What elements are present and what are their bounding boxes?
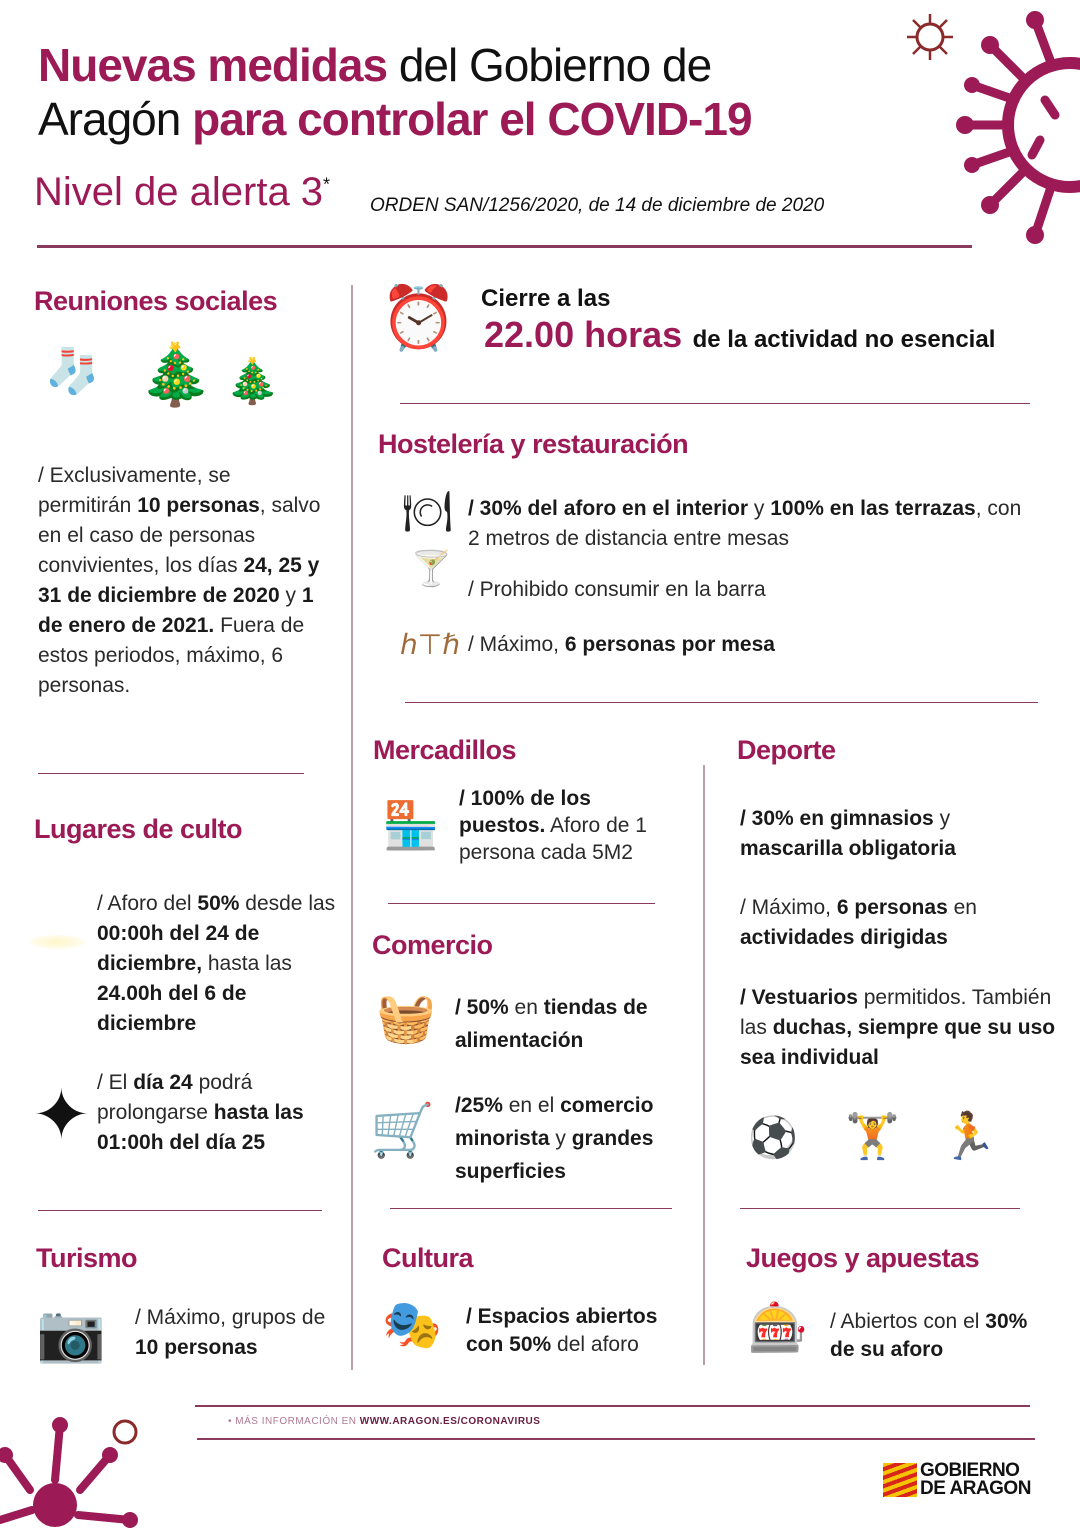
text-segment: 1 de enero de 2021.: [38, 584, 314, 637]
more-info-prefix: MÁS INFORMACIÓN EN: [235, 1416, 357, 1427]
text-segment: Aforo de 1 persona cada 5M2: [459, 814, 647, 864]
text-segment: 30% de su aforo: [830, 1310, 1028, 1361]
comercio-item-2: [455, 1089, 695, 1188]
text-segment: desde las: [239, 892, 336, 915]
alert-level: [34, 170, 330, 215]
closing-suffix: de la actividad no esencial: [692, 326, 996, 353]
title-line-2: [38, 92, 752, 146]
text-segment: y: [933, 807, 951, 830]
text-segment: / Máximo,: [468, 633, 565, 656]
text-segment: Aragón: [38, 93, 193, 145]
juegos-text: [830, 1308, 1030, 1364]
comercio-item-1: [455, 991, 695, 1057]
culto-item-1: [97, 889, 347, 1039]
text-segment: hasta las: [202, 952, 292, 975]
gobierno-aragon-logo: [883, 1462, 1040, 1498]
divider: [740, 1208, 1020, 1209]
text-segment: en el: [502, 1094, 561, 1117]
soccer-ball-icon: ⚽: [748, 1116, 798, 1160]
text-segment: / 50%: [455, 996, 509, 1019]
text-segment: /25%: [455, 1094, 503, 1117]
serving-cloche-icon: 🍽: [402, 490, 453, 534]
table-chairs-icon: ℎ⊤ℏ: [400, 628, 460, 661]
shopping-cart-icon: 🛒: [370, 1102, 435, 1160]
hosteleria-title: Hostelería y restauración: [378, 429, 689, 459]
christmas-tree-icon: 🎄: [138, 341, 213, 408]
text-segment: día 24: [133, 1071, 193, 1094]
text-segment: / 100% de los puestos.: [459, 787, 591, 837]
poker-chips-icon: 🎰: [748, 1302, 808, 1355]
column-divider: [703, 765, 705, 1365]
cocktail-glass-icon: 🍸: [410, 550, 453, 588]
text-segment: en: [947, 896, 977, 919]
footer-divider-top: [195, 1405, 1030, 1407]
text-segment: comercio minorista: [455, 1094, 654, 1150]
closing-prefix: Cierre a las: [481, 285, 611, 312]
turismo-text: [135, 1303, 335, 1363]
weightlifter-icon: 🏋: [845, 1112, 900, 1161]
divider: [38, 1210, 322, 1211]
christmas-ornaments-icon: 🎄: [225, 357, 280, 406]
text-segment: , salvo en el caso de personas convivientes, los días: [38, 494, 321, 577]
text-segment: permitidos. También las: [740, 986, 1052, 1039]
cultura-title: Cultura: [382, 1243, 473, 1273]
text-segment: 24.00h del 6 de diciembre: [97, 982, 247, 1035]
text-segment: del aforo: [551, 1333, 639, 1356]
text-segment: / Máximo,: [740, 896, 837, 919]
text-segment: y: [748, 497, 771, 520]
text-segment: / Aforo del: [97, 892, 198, 915]
divider: [390, 1208, 672, 1209]
text-segment: / 30% en gimnasios: [740, 807, 934, 830]
text-segment: 10 personas: [135, 1336, 258, 1359]
virus-icon-large: [950, 0, 1080, 260]
column-divider: [351, 285, 353, 1370]
sparkle-icon: ✦: [32, 1076, 91, 1154]
divider: [405, 702, 1038, 703]
footer-divider-bottom: [197, 1438, 1035, 1440]
alert-asterisk: *: [323, 174, 331, 195]
deporte-item-3: [740, 983, 1060, 1073]
text-segment: Nuevas medidas: [38, 39, 388, 91]
text-segment: actividades dirigidas: [740, 926, 948, 949]
text-segment: / Vestuarios: [740, 986, 858, 1009]
runner-icon: 🏃: [940, 1110, 998, 1162]
christmas-stocking-icon: 🧦: [45, 347, 100, 396]
camera-icon: 📷: [36, 1301, 106, 1364]
text-segment: 50%: [197, 892, 240, 915]
closing-line: [484, 314, 995, 356]
text-segment: del Gobierno de: [387, 39, 712, 91]
header-divider: [37, 245, 972, 248]
text-segment: Fuera de estos periodos, máximo, 6 personas.: [38, 614, 305, 697]
more-info: • MÁS INFORMACIÓN EN WWW.ARAGON.ES/CORONAVIRUS: [228, 1416, 541, 1427]
virus-icon-bottom: [0, 1410, 150, 1528]
culto-item-2: [97, 1068, 337, 1158]
mercadillos-text: [459, 785, 679, 866]
deporte-item-1: [740, 804, 1040, 864]
text-segment: duchas, siempre que su uso sea individual: [740, 1016, 1056, 1069]
text-segment: 100% en las terrazas: [770, 497, 976, 520]
reuniones-title: Reuniones sociales: [34, 286, 278, 316]
text-segment: 10 personas: [137, 494, 260, 517]
divider: [38, 773, 304, 774]
text-segment: , con 2 metros de distancia entre mesas: [468, 497, 1022, 550]
text-segment: podrá prolongarse: [97, 1071, 253, 1124]
title: [38, 38, 752, 146]
text-segment: y: [279, 584, 302, 607]
divider: [400, 403, 1030, 404]
alarm-clock-icon: ⏰: [380, 284, 458, 353]
grocery-basket-icon: 🧺: [376, 992, 436, 1045]
hosteleria-item-2: [468, 575, 1028, 605]
theater-masks-icon: 🎭: [382, 1299, 442, 1352]
aragon-flag-icon: [883, 1463, 917, 1497]
text-segment: / El: [97, 1071, 134, 1094]
deporte-title: Deporte: [737, 735, 836, 765]
closing-time: 22.00 horas: [484, 314, 683, 355]
text-segment: 00:00h del 24 de diciembre,: [97, 922, 260, 975]
text-segment: en: [508, 996, 544, 1019]
text-segment: / Exclusivamente, se permitirán: [38, 464, 231, 517]
juegos-title: Juegos y apuestas: [746, 1243, 980, 1273]
hosteleria-item-1: [468, 494, 1038, 554]
comercio-title: Comercio: [372, 930, 493, 960]
text-segment: y: [549, 1127, 572, 1150]
virus-icon-small: [905, 12, 955, 62]
text-segment: / 30% del aforo en el interior: [468, 497, 749, 520]
market-stall-icon: 🏪: [382, 799, 440, 851]
text-segment: / Máximo, grupos de: [135, 1306, 326, 1329]
title-line-1: [38, 38, 752, 92]
text-segment: / Espacios abiertos con 50%: [466, 1305, 658, 1356]
text-segment: / Abiertos con el: [830, 1310, 986, 1333]
text-segment: / Prohibido consumir en la barra: [468, 578, 766, 601]
text-segment: 24, 25 y 31 de diciembre de 2020: [38, 554, 320, 607]
text-segment: mascarilla obligatoria: [740, 837, 956, 860]
more-info-link[interactable]: WWW.ARAGON.ES/CORONAVIRUS: [359, 1416, 541, 1427]
text-segment: 6 personas por mesa: [564, 633, 775, 656]
hosteleria-item-3: [468, 630, 1028, 660]
cultura-text: [466, 1303, 696, 1359]
text-segment: tiendas de alimentación: [455, 996, 648, 1052]
glow-icon: [30, 935, 85, 949]
mercadillos-title: Mercadillos: [373, 735, 517, 765]
turismo-title: Turismo: [36, 1243, 138, 1273]
text-segment: hasta las 01:00h del día 25: [97, 1101, 304, 1154]
reuniones-text: [38, 461, 328, 701]
text-segment: para controlar el COVID-19: [192, 93, 752, 145]
text-segment: grandes superficies: [455, 1127, 654, 1183]
order-reference: ORDEN SAN/1256/2020, de 14 de diciembre de 2020: [370, 195, 825, 216]
logo-text: GOBIERNO DE ARAGON: [920, 1460, 1031, 1499]
alert-level-text: Nivel de alerta 3: [34, 170, 324, 214]
text-segment: 6 personas: [836, 896, 948, 919]
deporte-item-2: [740, 893, 1040, 953]
divider: [388, 903, 655, 904]
culto-title: Lugares de culto: [34, 814, 243, 844]
